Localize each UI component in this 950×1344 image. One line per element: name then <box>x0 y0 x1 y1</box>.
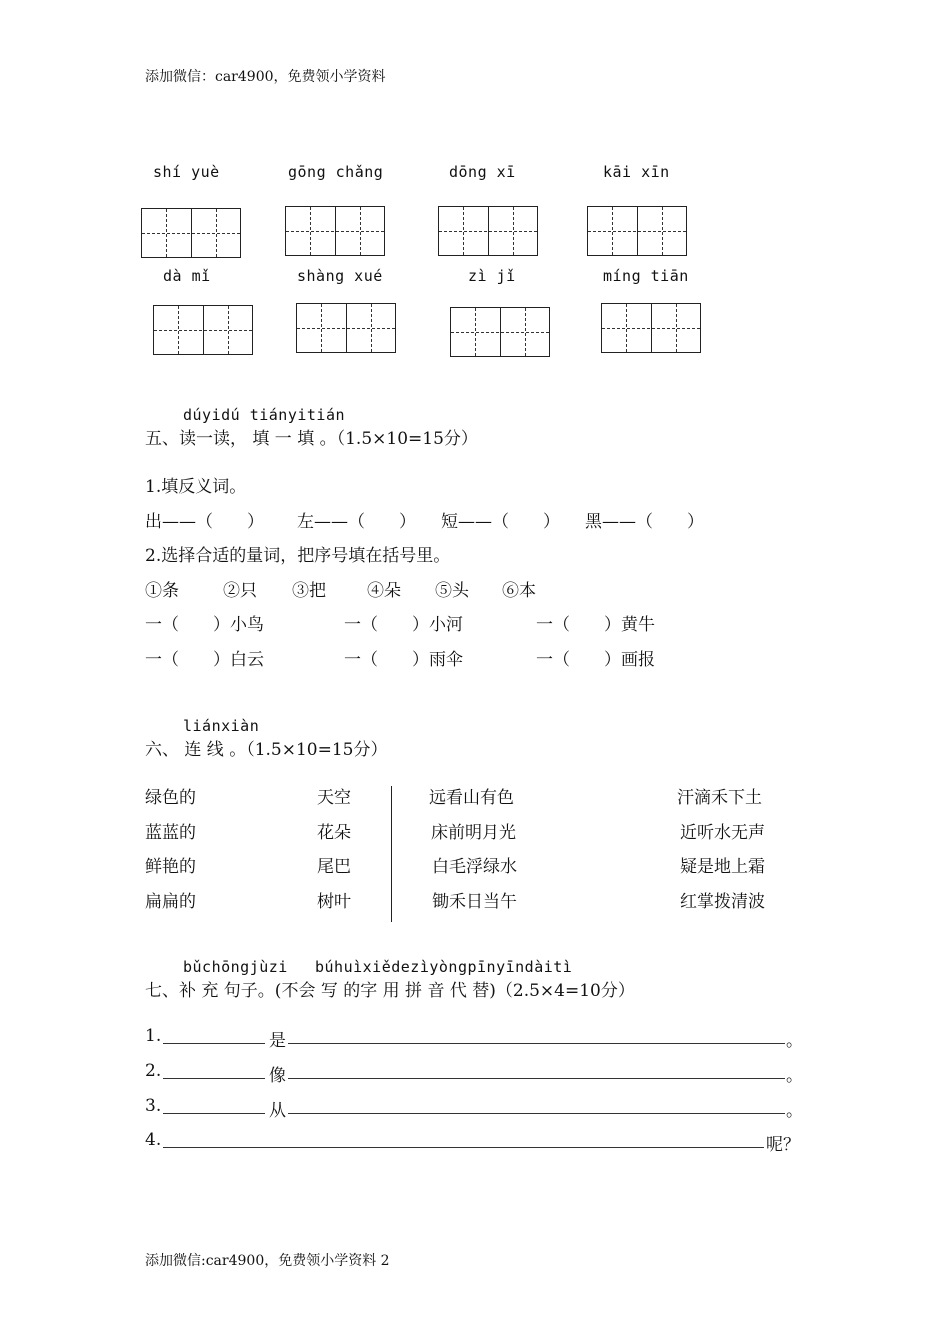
line-number: 3. <box>145 1096 162 1116</box>
answer-blank[interactable] <box>163 1147 764 1148</box>
line-end: 。 <box>786 1066 803 1086</box>
poem-line[interactable]: 疑是地上霜 <box>680 857 765 877</box>
measure-word-item[interactable]: 一（ ）黄牛 <box>536 615 655 635</box>
question-title: 2.选择合适的量词，把序号填在括号里。 <box>145 546 451 566</box>
line-end: 。 <box>786 1101 803 1121</box>
writing-grid[interactable] <box>141 208 241 258</box>
line-end: 呢？ <box>766 1135 800 1155</box>
line-number: 2. <box>145 1061 162 1081</box>
section-title: 五、读一读， 填 一 填 。（1.5×10=15分） <box>145 429 478 449</box>
section-pinyin: liánxiàn <box>183 717 260 735</box>
line-end: 。 <box>786 1031 803 1051</box>
writing-grid[interactable] <box>438 206 538 256</box>
option: ⑤头 <box>435 581 469 601</box>
answer-blank[interactable] <box>163 1043 265 1044</box>
option: ①条 <box>145 581 179 601</box>
pinyin-label: shí yuè <box>153 163 220 181</box>
measure-word-item[interactable]: 一（ ）小河 <box>344 615 463 635</box>
section-title: 七、补 充 句子。(不会 写 的字 用 拼 音 代 替)（2.5×4=10分） <box>145 981 635 1001</box>
measure-word-item[interactable]: 一（ ）雨伞 <box>344 650 463 670</box>
match-right[interactable]: 天空 <box>317 788 351 808</box>
writing-grid[interactable] <box>587 206 687 256</box>
poem-line[interactable]: 远看山有色 <box>429 788 514 808</box>
pinyin-label: gōng chǎng <box>288 163 384 181</box>
line-number: 1. <box>145 1026 162 1046</box>
section-pinyin: búhuìxiědezìyòngpīnyīndàitì <box>315 958 573 976</box>
line-word: 从 <box>269 1101 286 1121</box>
answer-blank[interactable] <box>163 1113 265 1114</box>
writing-grid[interactable] <box>285 206 385 256</box>
writing-grid[interactable] <box>296 303 396 353</box>
poem-line[interactable]: 汗滴禾下土 <box>677 788 762 808</box>
poem-line[interactable]: 近听水无声 <box>680 823 765 843</box>
answer-blank[interactable] <box>288 1113 785 1114</box>
poem-line[interactable]: 红掌拨清波 <box>680 892 765 912</box>
section-pinyin: bǔchōngjùzi <box>183 958 288 976</box>
question-title: 1.填反义词。 <box>145 477 247 497</box>
pinyin-label: kāi xīn <box>603 163 670 181</box>
pinyin-label: shàng xué <box>297 267 383 285</box>
writing-grid[interactable] <box>153 305 253 355</box>
option: ④朵 <box>367 581 401 601</box>
answer-blank[interactable] <box>288 1078 785 1079</box>
writing-grid[interactable] <box>450 307 550 357</box>
antonym-item[interactable]: 黑——（ ） <box>585 512 704 532</box>
pinyin-label: míng tiān <box>603 267 689 285</box>
measure-word-item[interactable]: 一（ ）画报 <box>536 650 655 670</box>
option: ②只 <box>223 581 257 601</box>
match-right[interactable]: 尾巴 <box>317 857 351 877</box>
pinyin-label: dōng xī <box>449 163 516 181</box>
match-right[interactable]: 花朵 <box>317 823 351 843</box>
page-footer: 添加微信:car4900，免费领小学资料 2 <box>145 1253 390 1269</box>
poem-line[interactable]: 锄禾日当午 <box>432 892 517 912</box>
option: ③把 <box>292 581 326 601</box>
pinyin-label: zì jǐ <box>468 267 516 285</box>
line-word: 是 <box>269 1031 286 1051</box>
pinyin-label: dà mǐ <box>163 267 211 285</box>
line-word: 像 <box>269 1066 286 1086</box>
option: ⑥本 <box>502 581 536 601</box>
antonym-item[interactable]: 左——（ ） <box>297 512 416 532</box>
antonym-item[interactable]: 出——（ ） <box>145 512 264 532</box>
section-pinyin: dúyidú tiányitián <box>183 406 346 424</box>
divider <box>391 786 392 922</box>
match-left[interactable]: 绿色的 <box>145 788 196 808</box>
antonym-item[interactable]: 短——（ ） <box>441 512 560 532</box>
page-header: 添加微信：car4900，免费领小学资料 <box>145 69 386 85</box>
writing-grid[interactable] <box>601 303 701 353</box>
poem-line[interactable]: 白毛浮绿水 <box>432 857 517 877</box>
line-number: 4. <box>145 1130 162 1150</box>
match-left[interactable]: 蓝蓝的 <box>145 823 196 843</box>
measure-word-item[interactable]: 一（ ）白云 <box>145 650 264 670</box>
match-right[interactable]: 树叶 <box>317 892 351 912</box>
measure-word-item[interactable]: 一（ ）小鸟 <box>145 615 264 635</box>
poem-line[interactable]: 床前明月光 <box>431 823 516 843</box>
answer-blank[interactable] <box>288 1043 785 1044</box>
match-left[interactable]: 扁扁的 <box>145 892 196 912</box>
section-title: 六、 连 线 。（1.5×10=15分） <box>145 740 388 760</box>
match-left[interactable]: 鲜艳的 <box>145 857 196 877</box>
answer-blank[interactable] <box>163 1078 265 1079</box>
